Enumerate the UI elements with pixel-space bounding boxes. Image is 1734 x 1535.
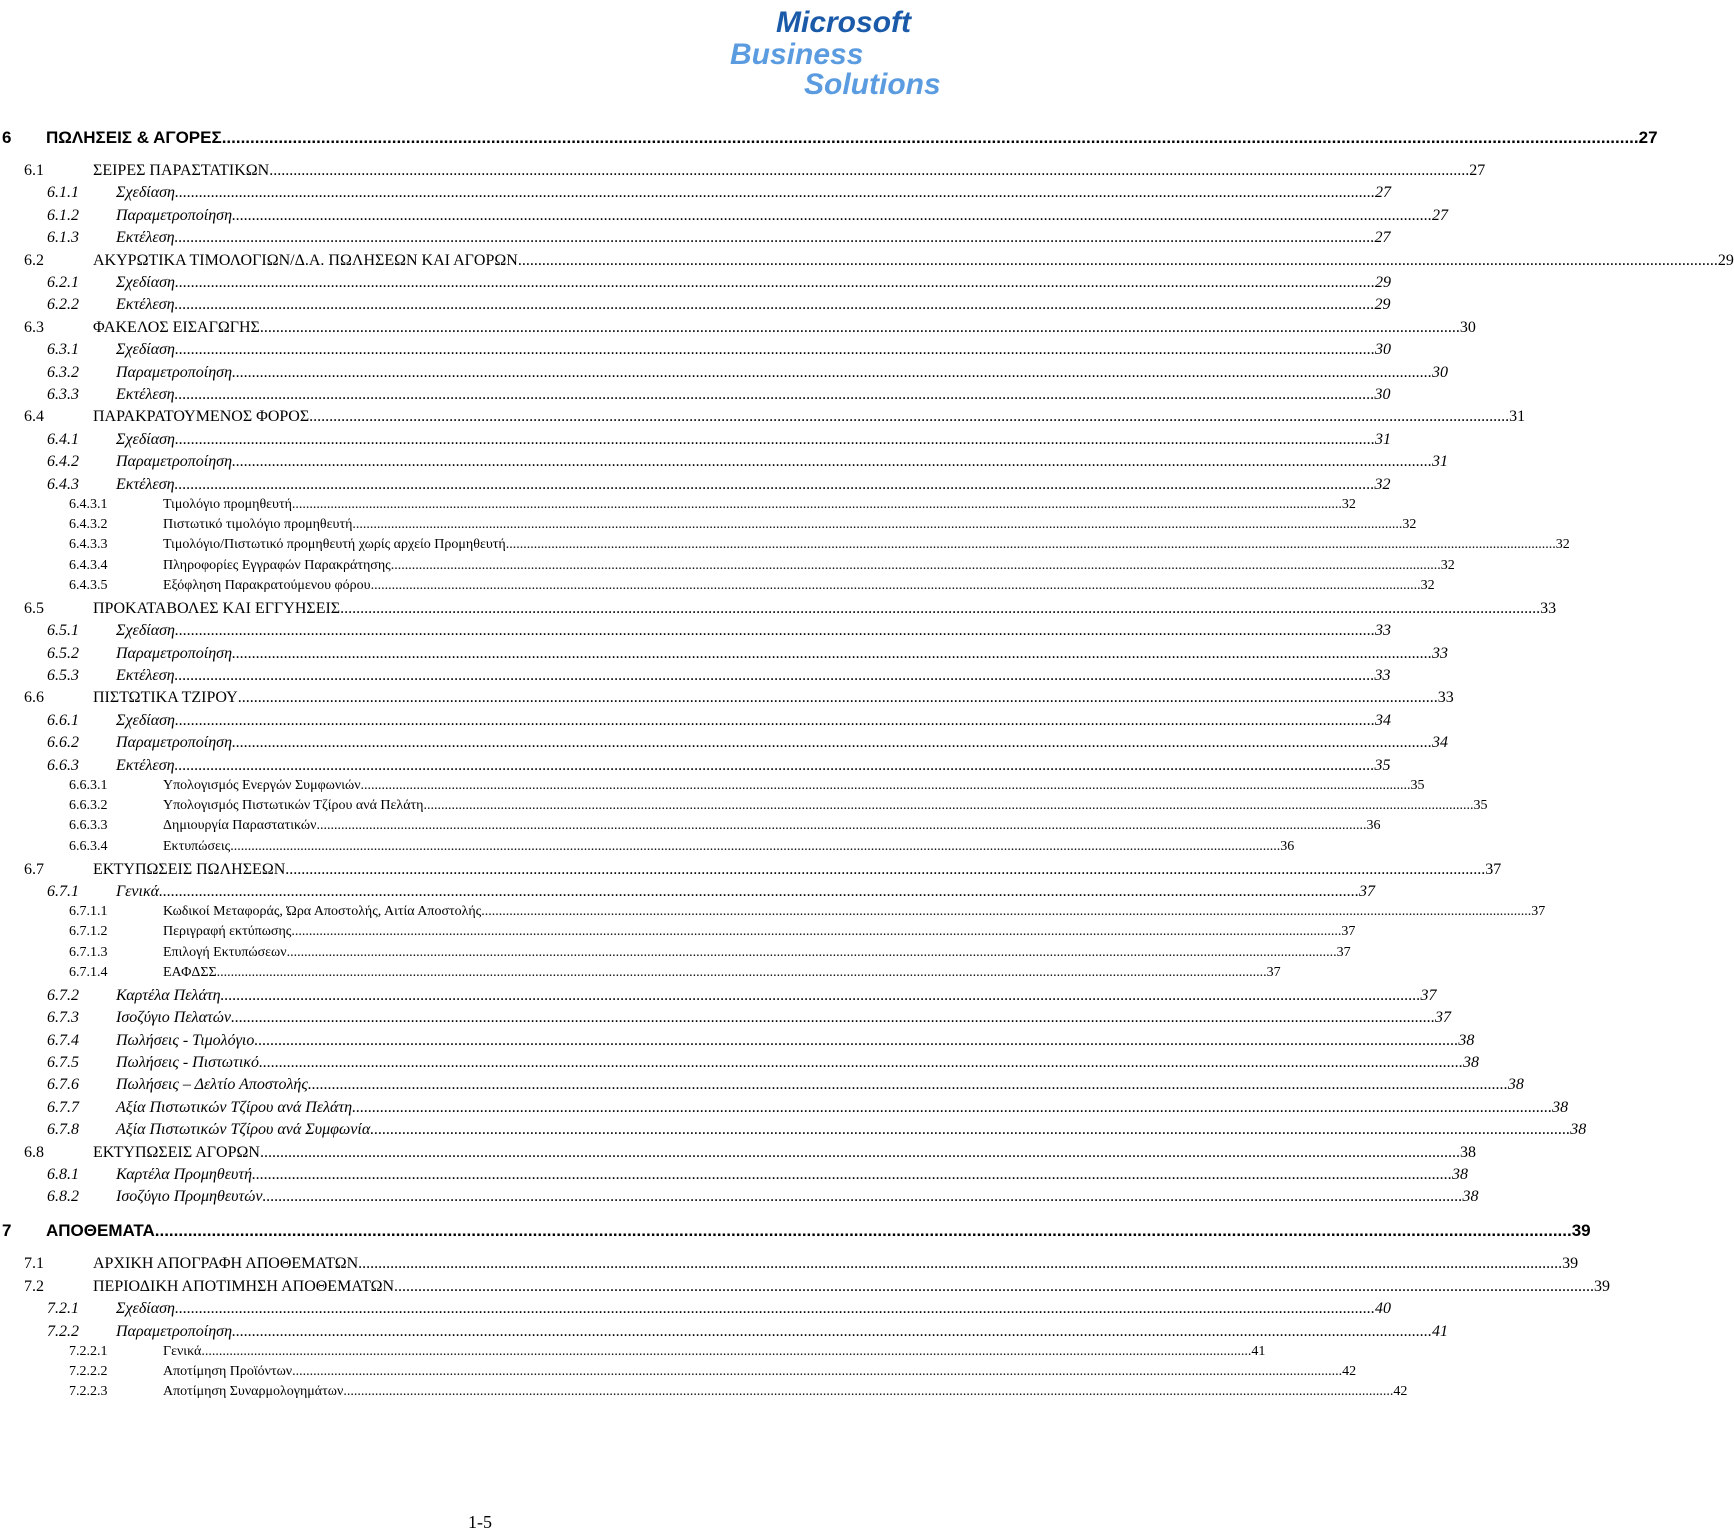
toc-dot-leader: ............................................................................................................................................................................................................................................................................................................ xyxy=(220,986,1421,1004)
toc-entry-number: 6.1.1 xyxy=(47,184,79,202)
toc-entry-title: ΕΚΤΥΠΩΣΕΙΣ ΑΓΟΡΩΝ xyxy=(93,1143,260,1161)
toc-entry-number: 6.7.1 xyxy=(47,882,79,900)
toc-dot-leader: ............................................................................................................................................................................................................................................................................................................ xyxy=(232,1322,1432,1340)
toc-entry[interactable] xyxy=(0,1255,1579,1277)
toc-dot-leader: ............................................................................................................................................................................................................................................................................................................ xyxy=(505,537,1556,553)
toc-entry-title: ΑΡΧΙΚΗ ΑΠΟΓΡΑΦΗ ΑΠΟΘΕΜΑΤΩΝ. xyxy=(93,1255,363,1273)
toc-entry[interactable] xyxy=(0,128,1658,152)
toc-dot-leader: ............................................................................................................................................................................................................................................................................................................ xyxy=(340,599,1541,617)
toc-entry-title: Ισοζύγιο Προμηθευτών xyxy=(116,1188,263,1206)
toc-entry-number: 6.8.1 xyxy=(47,1166,79,1183)
toc-entry-title: Σχεδίαση xyxy=(116,341,175,359)
toc-entry-number: 6.5.2 xyxy=(47,644,79,662)
toc-entry-number: 7.2.2.3 xyxy=(69,1384,108,1400)
toc-dot-leader: ............................................................................................................................................................................................................................................................................................................ xyxy=(232,734,1432,752)
toc-entry-title: ΠΕΡΙΟΔΙΚΗ ΑΠΟΤΙΜΗΣΗ ΑΠΟΘΕΜΑΤΩΝ xyxy=(93,1277,395,1295)
toc-entry[interactable] xyxy=(0,557,1455,578)
toc-entry-title: Παραμετροποίηση xyxy=(116,734,232,752)
toc-entry[interactable] xyxy=(0,986,1437,1009)
toc-dot-leader: ............................................................................................................................................................................................................................................................................................................ xyxy=(174,756,1375,774)
toc-dot-leader: ............................................................................................................................................................................................................................................................................................................ xyxy=(201,1343,1252,1359)
toc-entry-title: Παραμετροποίηση xyxy=(116,453,232,471)
toc-entry-number: 6.6.3.1 xyxy=(69,777,108,793)
toc-entry[interactable] xyxy=(0,818,1381,838)
toc-entry[interactable] xyxy=(0,1277,1611,1300)
toc-entry-title: Δημιουργία Παραστατικών xyxy=(163,818,317,834)
toc-entry-page: 38 xyxy=(1507,1076,1524,1094)
toc-entry-title: ΕΚΤΥΠΩΣΕΙΣ ΠΩΛΗΣΕΩΝ xyxy=(93,860,286,878)
toc-entry-title: Υπολογισμός Ενεργών Συμφωνιών xyxy=(163,777,361,793)
toc-entry[interactable] xyxy=(0,162,1486,184)
toc-entry-title: ΕΑΦΔΣΣ xyxy=(163,964,217,980)
toc-entry[interactable] xyxy=(0,274,1391,296)
toc-entry-title: Αποτίμηση Συναρμολογημάτων xyxy=(163,1384,344,1400)
toc-dot-leader: ............................................................................................................................................................................................................................................................................................................ xyxy=(309,408,1510,426)
toc-entry-number: 6.8.2 xyxy=(47,1188,79,1206)
toc-dot-leader: ............................................................................................................................................................................................................................................................................................................ xyxy=(232,453,1432,471)
toc-entry-title: Εκτέλεση xyxy=(116,386,175,403)
toc-entry[interactable] xyxy=(0,296,1391,318)
toc-dot-leader: ............................................................................................................................................................................................................................................................................................................ xyxy=(390,557,1441,573)
toc-entry-number: 6.4.2 xyxy=(47,453,79,471)
toc-entry[interactable] xyxy=(0,1166,1469,1188)
toc-entry-page: 33 xyxy=(1437,689,1454,707)
toc-entry-page: 32 xyxy=(1420,577,1435,593)
toc-entry[interactable] xyxy=(0,318,1476,341)
toc-entry[interactable] xyxy=(0,1300,1391,1322)
toc-dot-leader: ............................................................................................................................................................................................................................................................................................................ xyxy=(174,386,1375,403)
toc-entry-number: 6.5 xyxy=(24,599,44,617)
toc-entry[interactable] xyxy=(0,1121,1587,1143)
toc-entry-page: 32 xyxy=(1440,557,1455,573)
toc-entry-page: 30 xyxy=(1432,363,1448,381)
toc-entry-page: 31 xyxy=(1374,430,1391,448)
toc-entry-title: ΣΕΙΡΕΣ ΠΑΡΑΣΤΑΤΙΚΩΝ xyxy=(93,162,270,179)
toc-entry-number: 7.1 xyxy=(24,1255,44,1273)
toc-dot-leader: ............................................................................................................................................................................................................................................................................................................ xyxy=(343,1384,1394,1400)
toc-entry-number: 6.5.3 xyxy=(47,667,79,684)
toc-dot-leader: ............................................................................................................................................................................................................................................................................................................ xyxy=(159,882,1360,900)
toc-dot-leader: ............................................................................................................................................................................................................................................................................................................ xyxy=(216,964,1267,980)
toc-dot-leader: ............................................................................................................................................................................................................................................................................................................ xyxy=(174,341,1375,359)
toc-entry-title: Γενικά xyxy=(116,882,160,900)
toc-dot-leader: ............................................................................................................................................................................................................................................................................................................ xyxy=(234,1009,1435,1027)
toc-dot-leader: ............................................................................................................................................................................................................................................................................................................ xyxy=(154,1221,1572,1241)
toc-entry-number: 6.3.3 xyxy=(47,386,79,403)
toc-entry[interactable] xyxy=(0,1143,1476,1166)
toc-entry-page: 41 xyxy=(1251,1343,1266,1359)
logo-line-microsoft: Microsoft xyxy=(776,6,911,39)
toc-entry-number: 6.5.1 xyxy=(47,622,79,640)
toc-dot-leader: ............................................................................................................................................................................................................................................................................................................ xyxy=(232,644,1432,662)
toc-entry-page: 32 xyxy=(1341,496,1356,512)
logo-line-business: Business xyxy=(730,38,864,71)
toc-dot-leader: ............................................................................................................................................................................................................................................................................................................ xyxy=(292,1363,1343,1379)
toc-entry-page: 27 xyxy=(1374,184,1391,202)
toc-entry-page: 27 xyxy=(1638,128,1658,147)
toc-entry-title: Αξία Πιστωτικών Τζίρου ανά Συμφωνία xyxy=(116,1121,371,1139)
toc-entry-title: Εκτυπώσεις xyxy=(163,838,231,854)
toc-entry[interactable] xyxy=(0,1031,1475,1054)
toc-entry[interactable] xyxy=(0,537,1570,557)
logo-line-solutions: Solutions xyxy=(804,68,941,101)
toc-entry-title: Αποτίμηση Προϊόντων xyxy=(163,1363,293,1379)
toc-entry-number: 6.4.3.1 xyxy=(69,496,108,512)
toc-entry[interactable] xyxy=(0,964,1281,985)
toc-entry-title: Πληροφορίες Εγγραφών Παρακράτησης xyxy=(163,557,391,573)
toc-entry-page: 37 xyxy=(1420,986,1437,1004)
toc-entry[interactable] xyxy=(0,903,1546,924)
toc-entry-page: 38 xyxy=(1452,1166,1469,1183)
toc-entry-number: 6.2.1 xyxy=(47,274,79,291)
toc-dot-leader: ............................................................................................................................................................................................................................................................................................................ xyxy=(237,689,1438,707)
toc-entry[interactable] xyxy=(0,363,1448,386)
toc-entry-number: 6.7 xyxy=(24,860,44,878)
toc-entry-number: 6.6.3.3 xyxy=(69,818,108,834)
toc-dot-leader: ............................................................................................................................................................................................................................................................................................................ xyxy=(291,924,1342,940)
toc-dot-leader: ............................................................................................................................................................................................................................................................................................................ xyxy=(423,797,1474,813)
toc-entry-title: Εκτέλεση xyxy=(116,296,175,314)
toc-entry-page: 29 xyxy=(1374,274,1391,291)
toc-dot-leader: ............................................................................................................................................................................................................................................................................................................ xyxy=(174,274,1375,291)
toc-entry-title: ΑΚΥΡΩΤΙΚΑ ΤΙΜΟΛΟΓΙΩΝ/Δ.Α. ΠΩΛΗΣΕΩΝ ΚΑΙ ΑΓΟΡΩΝ xyxy=(93,251,518,269)
toc-entry-number: 7.2 xyxy=(24,1277,44,1295)
toc-entry-number: 6.7.2 xyxy=(47,986,79,1004)
toc-entry[interactable] xyxy=(0,944,1351,965)
toc-entry-title: Παραμετροποίηση xyxy=(116,1322,232,1340)
toc-entry-page: 39 xyxy=(1571,1221,1591,1241)
toc-dot-leader: ............................................................................................................................................................................................................................................................................................................ xyxy=(252,1166,1453,1183)
toc-entry-page: 38 xyxy=(1462,1188,1479,1206)
toc-entry-number: 6.7.1.1 xyxy=(69,903,108,919)
toc-entry[interactable] xyxy=(0,1009,1451,1031)
toc-entry-number: 6.7.8 xyxy=(47,1121,79,1139)
toc-entry-page: 37 xyxy=(1336,944,1351,960)
toc-entry-number: 6.7.7 xyxy=(47,1098,79,1116)
toc-entry-page: 35 xyxy=(1473,797,1488,813)
toc-dot-leader: ............................................................................................................................................................................................................................................................................................................ xyxy=(316,818,1367,834)
toc-entry[interactable] xyxy=(0,453,1448,475)
toc-entry[interactable] xyxy=(0,1343,1266,1364)
toc-entry-number: 6.7.3 xyxy=(47,1009,79,1027)
toc-entry-number: 6.7.5 xyxy=(47,1054,79,1071)
toc-dot-leader: ............................................................................................................................................................................................................................................................................................................ xyxy=(174,622,1375,640)
toc-entry-page: 40 xyxy=(1374,1300,1391,1318)
toc-entry[interactable] xyxy=(0,475,1391,498)
toc-entry-number: 6.4.3.5 xyxy=(69,577,108,593)
toc-dot-leader: ............................................................................................................................................................................................................................................................................................................ xyxy=(370,577,1421,593)
toc-entry-page: 33 xyxy=(1540,599,1557,617)
toc-entry-number: 6.3.1 xyxy=(47,341,79,359)
toc-entry-number: 6.8 xyxy=(24,1143,44,1161)
toc-entry-title: Σχεδίαση xyxy=(116,430,175,448)
toc-dot-leader: ............................................................................................................................................................................................................................................................................................................ xyxy=(517,251,1718,269)
toc-entry-title: Γενικά xyxy=(163,1343,202,1359)
toc-entry-title: Πωλήσεις - Τιμολόγιο. xyxy=(116,1031,259,1049)
toc-entry[interactable] xyxy=(0,1076,1524,1098)
toc-entry-title: ΦΑΚΕΛΟΣ ΕΙΣΑΓΩΓΗΣ xyxy=(93,318,260,336)
toc-entry-page: 34 xyxy=(1374,711,1391,729)
toc-entry-number: 6.7.6 xyxy=(47,1076,79,1094)
toc-entry-page: 38 xyxy=(1459,1143,1476,1161)
toc-entry-number: 6.4.3.4 xyxy=(69,557,108,573)
toc-entry-page: 37 xyxy=(1434,1009,1451,1027)
toc-entry-page: 27 xyxy=(1432,206,1448,224)
toc-dot-leader: ............................................................................................................................................................................................................................................................................................................ xyxy=(174,229,1375,247)
toc-entry-title: Σχεδίαση xyxy=(116,622,175,640)
toc-entry-page: 34 xyxy=(1432,734,1448,752)
toc-dot-leader: ............................................................................................................................................................................................................................................................................................................ xyxy=(362,1255,1563,1273)
toc-entry[interactable] xyxy=(0,229,1391,251)
toc-entry-page: 29 xyxy=(1717,251,1734,269)
toc-entry-number: 7.2.1 xyxy=(47,1300,79,1318)
toc-dot-leader: ............................................................................................................................................................................................................................................................................................................ xyxy=(174,667,1375,684)
toc-entry-number: 6.7.4 xyxy=(47,1031,79,1049)
toc-entry-title: Εκτέλεση xyxy=(116,756,175,774)
toc-dot-leader: ............................................................................................................................................................................................................................................................................................................ xyxy=(370,1121,1571,1139)
logo-graphic xyxy=(728,2,960,101)
toc-entry[interactable] xyxy=(0,860,1502,883)
toc-entry[interactable] xyxy=(0,341,1391,363)
toc-dot-leader: ............................................................................................................................................................................................................................................................................................................ xyxy=(174,711,1375,729)
toc-entry-page: 30 xyxy=(1374,386,1391,403)
toc-dot-leader: ............................................................................................................................................................................................................................................................................................................ xyxy=(291,496,1342,512)
toc-entry[interactable] xyxy=(0,667,1391,689)
toc-dot-leader: ............................................................................................................................................................................................................................................................................................................ xyxy=(174,1300,1375,1318)
toc-entry-number: 6.1 xyxy=(24,162,44,179)
toc-entry[interactable] xyxy=(0,408,1526,430)
toc-entry[interactable] xyxy=(0,496,1356,517)
microsoft-business-solutions-logo xyxy=(728,2,960,101)
toc-entry-title: Παραμετροποίηση xyxy=(116,644,232,662)
toc-entry-page: 39 xyxy=(1594,1277,1611,1295)
toc-entry-title: Σχεδίαση xyxy=(116,274,175,291)
toc-dot-leader: ............................................................................................................................................................................................................................................................................................................ xyxy=(230,838,1281,854)
toc-dot-leader: ............................................................................................................................................................................................................................................................................................................ xyxy=(259,318,1460,336)
toc-entry-page: 32 xyxy=(1402,516,1417,532)
toc-entry-title: Καρτέλα Προμηθευτή xyxy=(116,1166,253,1183)
toc-entry-number: 6.6.2 xyxy=(47,734,79,752)
toc-entry[interactable] xyxy=(0,577,1435,598)
toc-dot-leader: ............................................................................................................................................................................................................................................................................................................ xyxy=(262,1188,1463,1206)
toc-entry[interactable] xyxy=(0,777,1425,798)
toc-entry[interactable] xyxy=(0,1221,1591,1245)
toc-entry[interactable] xyxy=(0,599,1557,622)
toc-dot-leader: ............................................................................................................................................................................................................................................................................................................ xyxy=(259,1143,1460,1161)
toc-entry-title: Επιλογή Εκτυπώσεων xyxy=(163,944,287,960)
toc-entry-page: 30 xyxy=(1374,341,1391,359)
toc-entry-title: Σχεδίαση xyxy=(116,1300,175,1318)
toc-entry-number: 7.2.2.1 xyxy=(69,1343,108,1359)
toc-entry-title: Εκτέλεση xyxy=(116,667,175,684)
toc-entry[interactable] xyxy=(0,622,1391,644)
toc-entry-number: 6.7.1.2 xyxy=(69,924,108,940)
toc-entry-page: 32 xyxy=(1555,537,1570,553)
toc-entry[interactable] xyxy=(0,1384,1408,1404)
toc-entry[interactable] xyxy=(0,1322,1448,1345)
toc-entry-number: 6.7.1.3 xyxy=(69,944,108,960)
toc-entry-title: Εξόφληση Παρακρατούμενου φόρου xyxy=(163,577,371,593)
toc-entry-number: 6.4 xyxy=(24,408,44,426)
toc-dot-leader: ............................................................................................................................................................................................................................................................................................................ xyxy=(174,296,1375,314)
toc-entry-number: 6.4.3 xyxy=(47,475,79,493)
toc-entry-title: Σχεδίαση xyxy=(116,711,175,729)
toc-entry-page: 35 xyxy=(1410,777,1425,793)
toc-entry-title: ΑΠΟΘΕΜΑΤΑ xyxy=(46,1221,155,1241)
toc-entry-title: Αξία Πιστωτικών Τζίρου ανά Πελάτη xyxy=(116,1098,353,1116)
toc-dot-leader: ............................................................................................................................................................................................................................................................................................................ xyxy=(352,1098,1553,1116)
toc-entry[interactable] xyxy=(0,797,1488,818)
toc-entry[interactable] xyxy=(0,689,1454,711)
toc-entry-number: 7 xyxy=(2,1221,12,1241)
toc-entry-number: 6.6 xyxy=(24,689,44,707)
toc-entry-title: Κωδικοί Μεταφοράς, Ώρα Αποστολής, Αιτία Αποστολής xyxy=(163,903,482,919)
toc-entry-title: Ισοζύγιο Πελατών. xyxy=(116,1009,235,1027)
toc-dot-leader: ............................................................................................................................................................................................................................................................................................................ xyxy=(262,1054,1463,1071)
toc-entry-title: Παραμετροποίηση xyxy=(116,363,232,381)
toc-entry-page: 38 xyxy=(1570,1121,1587,1139)
toc-dot-leader: ............................................................................................................................................................................................................................................................................................................ xyxy=(394,1277,1595,1295)
toc-entry-page: 37 xyxy=(1485,860,1502,878)
toc-entry-number: 6.7.1.4 xyxy=(69,964,108,980)
toc-entry[interactable] xyxy=(0,756,1391,779)
toc-entry-number: 6.3.2 xyxy=(47,363,79,381)
toc-entry-page: 39 xyxy=(1562,1255,1579,1273)
toc-entry-title: Υπολογισμός Πιστωτικών Τζίρου ανά Πελάτη xyxy=(163,797,424,813)
toc-entry-page: 42 xyxy=(1393,1384,1408,1400)
toc-entry-page: 29 xyxy=(1374,296,1391,314)
toc-entry-title: ΠΑΡΑΚΡΑΤΟΥΜΕΝΟΣ ΦΟΡΟΣ xyxy=(93,408,310,426)
toc-dot-leader: ............................................................................................................................................................................................................................................................................................................ xyxy=(221,128,1639,147)
toc-entry-title: Τιμολόγιο προμηθευτή xyxy=(163,496,292,512)
toc-entry-number: 6.4.1 xyxy=(47,430,79,448)
toc-entry[interactable] xyxy=(0,1188,1479,1210)
toc-entry-page: 37 xyxy=(1266,964,1281,980)
toc-entry[interactable] xyxy=(0,644,1448,667)
toc-entry-title: Πωλήσεις – Δελτίο Αποστολής xyxy=(116,1076,308,1094)
toc-entry-page: 30 xyxy=(1459,318,1476,336)
toc-entry-page: 33 xyxy=(1374,667,1391,684)
toc-entry[interactable] xyxy=(0,1054,1479,1076)
toc-entry-page: 37 xyxy=(1531,903,1546,919)
toc-entry-title: Πιστωτικό τιμολόγιο προμηθευτή xyxy=(163,516,353,532)
toc-dot-leader: ............................................................................................................................................................................................................................................................................................................ xyxy=(174,475,1375,493)
toc-entry[interactable] xyxy=(0,516,1417,537)
toc-dot-leader: ............................................................................................................................................................................................................................................................................................................ xyxy=(232,206,1432,224)
toc-entry-title: ΠΡΟΚΑΤΑΒΟΛΕΣ ΚΑΙ ΕΓΓΥΗΣΕΙΣ xyxy=(93,599,341,617)
page-number: 1-5 xyxy=(468,1512,492,1532)
toc-entry-page: 36 xyxy=(1366,818,1381,834)
toc-entry[interactable] xyxy=(0,1363,1357,1384)
toc-entry[interactable] xyxy=(0,386,1391,408)
toc-entry[interactable] xyxy=(0,924,1356,944)
toc-entry-title: ΠΙΣΤΩΤΙΚΑ ΤΖΙΡΟΥ xyxy=(93,689,238,707)
toc-entry-title: Εκτέλεση xyxy=(116,229,175,247)
toc-entry[interactable] xyxy=(0,838,1295,859)
toc-entry[interactable] xyxy=(0,734,1448,756)
toc-entry[interactable] xyxy=(0,1098,1569,1121)
toc-dot-leader: ............................................................................................................................................................................................................................................................................................................ xyxy=(307,1076,1508,1094)
toc-entry[interactable] xyxy=(0,711,1391,734)
toc-entry[interactable] xyxy=(0,882,1376,905)
toc-entry-number: 6.3 xyxy=(24,318,44,336)
toc-entry-page: 35 xyxy=(1374,756,1391,774)
toc-entry[interactable] xyxy=(0,251,1734,274)
toc-entry-page: 42 xyxy=(1342,1363,1357,1379)
toc-entry-page: 36 xyxy=(1280,838,1295,854)
toc-entry-title: Τιμολόγιο/Πιστωτικό προμηθευτή χωρίς αρχείο Προμηθευτή xyxy=(163,537,506,553)
toc-entry-page: 38 xyxy=(1458,1031,1475,1049)
toc-entry-page: 41 xyxy=(1432,1322,1448,1340)
toc-dot-leader: ............................................................................................................................................................................................................................................................................................................ xyxy=(232,363,1432,381)
toc-entry-title: Παραμετροποίηση xyxy=(116,206,232,224)
toc-entry-number: 6.1.3 xyxy=(47,229,79,247)
toc-entry-title: Περιγραφή εκτύπωσης xyxy=(163,924,292,940)
toc-entry-number: 6.4.3.2 xyxy=(69,516,108,532)
toc-entry-title: ΠΩΛΗΣΕΙΣ & ΑΓΟΡΕΣ xyxy=(46,128,222,147)
toc-entry-page: 38 xyxy=(1462,1054,1479,1071)
toc-entry[interactable] xyxy=(0,184,1391,206)
toc-dot-leader: ............................................................................................................................................................................................................................................................................................................ xyxy=(481,903,1532,919)
toc-dot-leader: ............................................................................................................................................................................................................................................................................................................ xyxy=(352,516,1403,532)
toc-entry-number: 6.4.3.3 xyxy=(69,537,108,553)
toc-entry-number: 6.6.3.4 xyxy=(69,838,108,854)
toc-entry-number: 6.6.3.2 xyxy=(69,797,108,813)
toc-dot-leader: ............................................................................................................................................................................................................................................................................................................ xyxy=(269,162,1470,179)
toc-entry-page: 38 xyxy=(1552,1098,1569,1116)
toc-entry-number: 7.2.2.2 xyxy=(69,1363,108,1379)
toc-entry-page: 33 xyxy=(1432,644,1448,662)
toc-entry-title: Καρτέλα Πελάτη xyxy=(116,986,221,1004)
toc-entry-number: 6.6.1 xyxy=(47,711,79,729)
toc-dot-leader: ............................................................................................................................................................................................................................................................................................................ xyxy=(174,184,1375,202)
toc-entry-page: 27 xyxy=(1374,229,1391,247)
toc-entry[interactable] xyxy=(0,430,1391,453)
toc-entry-number: 6 xyxy=(2,128,12,147)
toc-dot-leader: ............................................................................................................................................................................................................................................................................................................ xyxy=(286,944,1337,960)
toc-dot-leader: ............................................................................................................................................................................................................................................................................................................ xyxy=(174,430,1375,448)
toc-entry-page: 37 xyxy=(1359,882,1376,900)
toc-entry-number: 6.2 xyxy=(24,251,44,269)
toc-dot-leader: ............................................................................................................................................................................................................................................................................................................ xyxy=(285,860,1486,878)
toc-entry-page: 33 xyxy=(1374,622,1391,640)
toc-entry-page: 27 xyxy=(1469,162,1486,179)
toc-entry-title: Πωλήσεις - Πιστωτικό. xyxy=(116,1054,263,1071)
toc-entry-page: 37 xyxy=(1341,924,1356,940)
toc-entry-number: 6.1.2 xyxy=(47,206,79,224)
toc-entry-page: 32 xyxy=(1374,475,1391,493)
toc-entry[interactable] xyxy=(0,206,1448,229)
toc-dot-leader: ............................................................................................................................................................................................................................................................................................................ xyxy=(360,777,1411,793)
toc-entry-number: 7.2.2 xyxy=(47,1322,79,1340)
toc-entry-page: 31 xyxy=(1509,408,1526,426)
toc-entry-page: 31 xyxy=(1432,453,1448,471)
toc-dot-leader: ............................................................................................................................................................................................................................................................................................................ xyxy=(258,1031,1459,1049)
toc-entry-number: 6.6.3 xyxy=(47,756,79,774)
toc-entry-number: 6.2.2 xyxy=(47,296,79,314)
toc-entry-title: Σχεδίαση xyxy=(116,184,175,202)
toc-entry-title: Εκτέλεση xyxy=(116,475,175,493)
